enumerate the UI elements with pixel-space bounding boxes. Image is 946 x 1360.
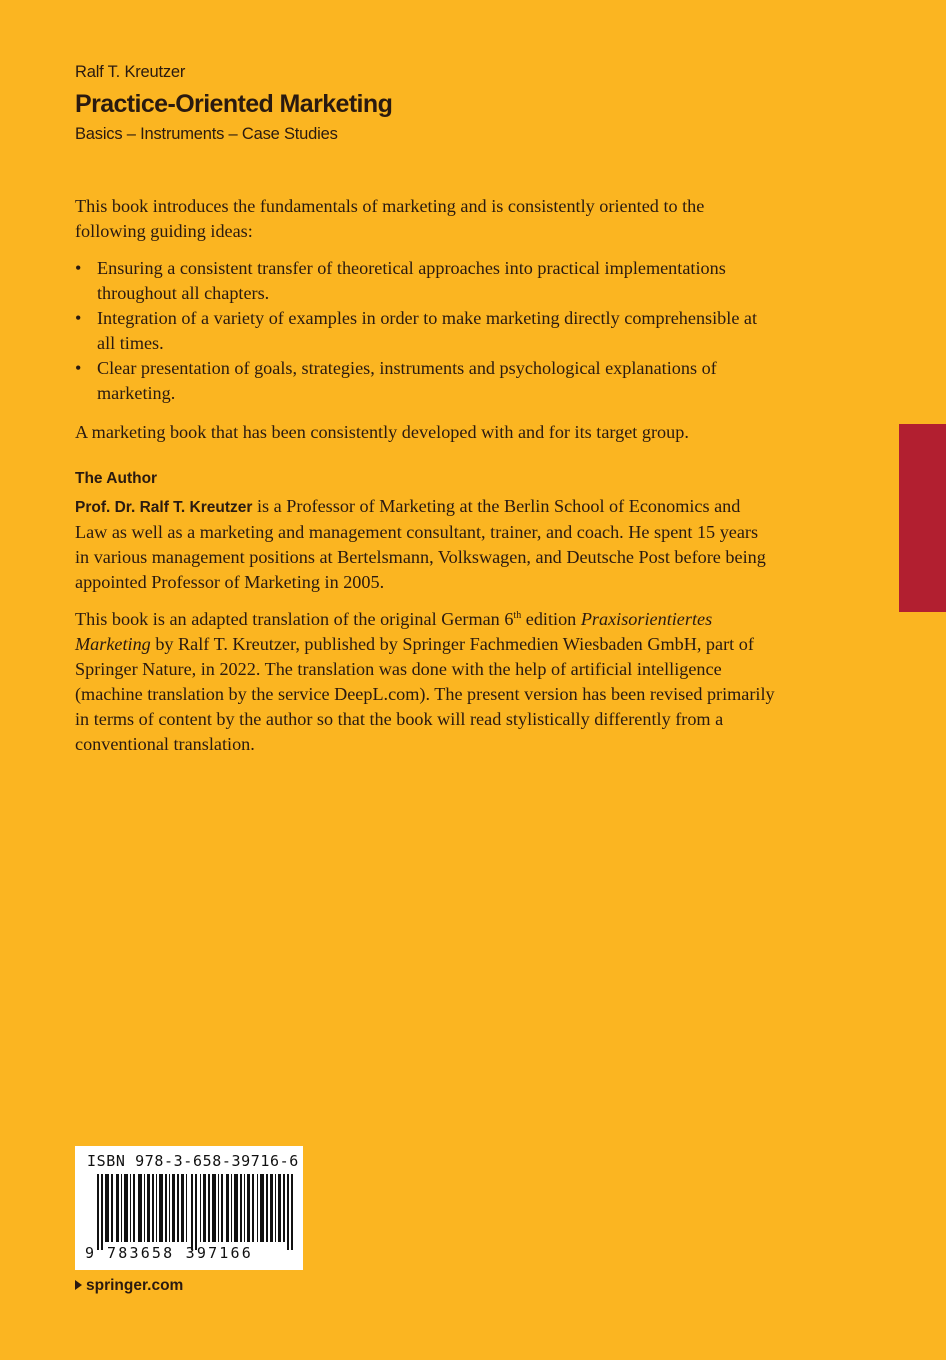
author-bio-name: Prof. Dr. Ralf T. Kreutzer <box>75 499 253 516</box>
list-item <box>75 256 775 306</box>
translation-text-1: This book is an adapted translation of the original German 6 <box>75 609 514 629</box>
barcode-digits: 783658 397166 <box>107 1244 253 1262</box>
list-item-text: Clear presentation of goals, strategies, instruments and psychological explanations of marketing. <box>97 358 717 403</box>
edition-superscript: th <box>513 609 522 621</box>
red-accent-bar <box>899 424 946 612</box>
barcode-icon <box>97 1174 293 1250</box>
list-item-text: Integration of a variety of examples in order to make marketing directly comprehensible at all times. <box>97 308 758 353</box>
springer-link-text: springer.com <box>86 1277 184 1294</box>
author-section-heading: The Author <box>75 470 158 487</box>
author-bio-text: is a Professor of Marketing at the Berlin School of Economics and Law as well as a marketing and management consultant, trainer, and coach. He spent 15 years in various management positions at Bertelsmann, Volkswagen, and Deutsche Post before being appointed Professor of Marketing in 2005. <box>75 496 766 592</box>
list-item <box>75 356 775 406</box>
springer-link[interactable] <box>75 1277 183 1295</box>
author-bio-paragraph <box>75 494 775 595</box>
bullet-icon: • <box>75 308 82 328</box>
original-title-italic: Praxisorientiertes Marketing <box>75 609 713 654</box>
bullet-icon: • <box>75 358 82 378</box>
translation-text-2: edition <box>521 609 581 629</box>
intro-paragraph: This book introduces the fundamentals of marketing and is consistently oriented to the following guiding ideas: <box>75 196 705 241</box>
closing-paragraph: A marketing book that has been consistently developed with and for its target group. <box>75 422 689 442</box>
barcode-first-digit: 9 <box>85 1244 95 1262</box>
guiding-ideas-list <box>75 256 775 406</box>
bullet-icon: • <box>75 258 82 278</box>
list-item <box>75 306 775 356</box>
isbn-label: ISBN 978-3-658-39716-6 <box>87 1152 299 1170</box>
isbn-barcode-box <box>75 1146 303 1270</box>
author-name-header: Ralf T. Kreutzer <box>75 63 186 81</box>
arrow-right-icon <box>75 1280 82 1290</box>
book-title: Practice-Oriented Marketing <box>75 90 393 118</box>
translation-text-3: by Ralf T. Kreutzer, published by Springer Fachmedien Wiesbaden GmbH, part of Springer Nature, in 2022. The translation was done with the help of artificial intelligence (machine translation by the service DeepL.com). The present version has been revised primarily in terms of content by the author so that the book will read stylistically differently from a conventional translation. <box>75 634 775 754</box>
list-item-text: Ensuring a consistent transfer of theoretical approaches into practical implementations throughout all chapters. <box>97 258 726 303</box>
book-subtitle: Basics – Instruments – Case Studies <box>75 125 338 143</box>
translation-note-paragraph <box>75 607 775 757</box>
